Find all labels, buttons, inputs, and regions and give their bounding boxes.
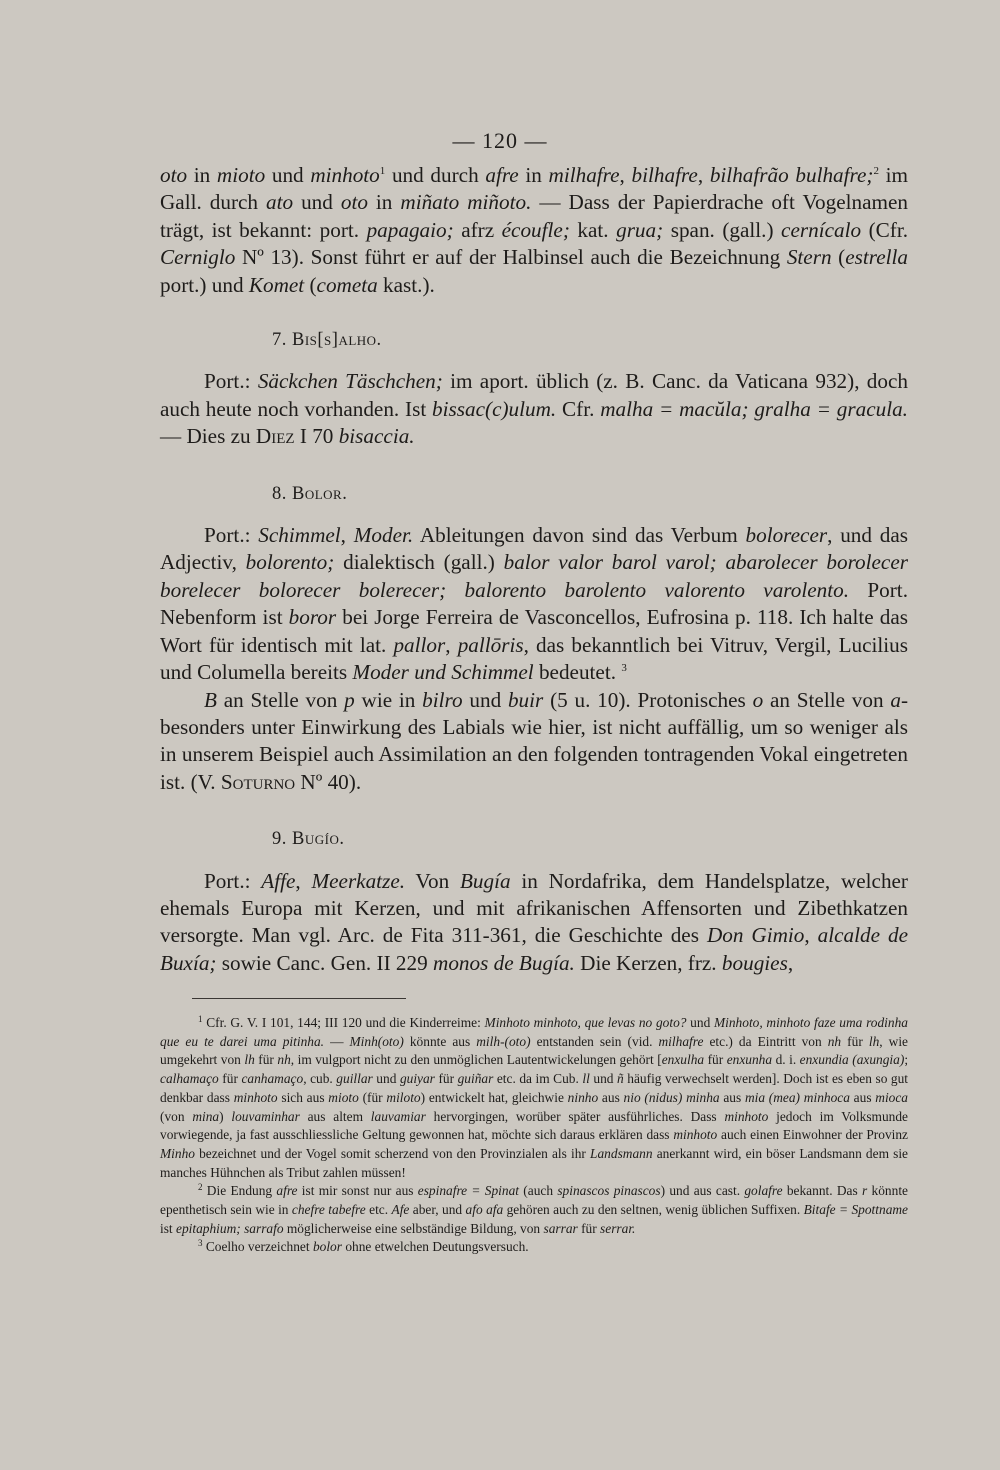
italic-term: papagaio; [366,217,454,242]
entry-paragraph-bolor-2 [160,687,908,797]
italic-term: bolor [312,1239,342,1255]
text-run: dialektisch (gall.) [334,550,504,575]
text-run: und [686,1015,714,1030]
text-run: in [367,190,401,215]
text-run: im Gall. durch [160,163,908,215]
text-run: könnte epenthetisch sein wie in [160,1183,908,1218]
text-run: Cfr. [556,396,601,421]
text-run: , wie umgekehrt von [160,1033,908,1068]
italic-term: monos de Bugía. [433,950,575,975]
text-run: etc. da im Cub. [493,1071,583,1087]
text-run: port.) und [160,272,249,297]
text-run: (von [160,1108,193,1124]
text-run: I 70 [294,424,339,449]
italic-term: golafre [744,1183,783,1199]
text-run: (für [358,1089,387,1105]
text-run: gehören auch zu den seltnen, wenig üblichen Suffixen. [503,1202,804,1218]
text-run: aus [598,1089,624,1105]
text-run: Nº 13). Sonst führt er auf der Halbinsel auch die Bezeichnung [235,245,787,270]
italic-term: o [752,687,764,712]
italic-term: bilro [422,687,463,712]
text-run: aus [719,1089,745,1105]
text-run: entstanden sein (vid. [530,1033,659,1049]
text-run: für [577,1220,601,1236]
italic-term: Cerniglo [160,245,236,270]
text-run: sich aus [277,1089,329,1105]
italic-term: Bitafe = Spottname [803,1202,908,1218]
text-run: Port. Nebenform ist [160,577,908,630]
italic-term: oto [160,163,188,187]
text-run: hervorgingen, worüber später ausführliches. Dass [425,1108,725,1124]
text-run: , [787,950,794,975]
italic-term: sarrar [543,1220,578,1236]
italic-term: chefre tabefre [291,1202,366,1218]
text-run: , cub. [303,1071,337,1087]
text-run: (5 u. 10). Protonisches [543,687,753,712]
italic-term: pallōris [457,632,524,657]
text-run: 9. [272,829,292,850]
text-run: im aport. üblich (z. B. Canc. da Vaticana 932), doch auch heute noch vorhanden. Ist [160,369,908,421]
text-run: und [293,190,341,215]
text-run: 7. [272,330,292,351]
italic-term: bilhafre [631,163,698,187]
italic-term: guiñar [457,1071,494,1087]
italic-term: Minhoto minhoto, que levas no goto? [484,1015,687,1030]
text-run: ( [831,245,846,270]
italic-term: miñato miñoto. [400,190,532,215]
italic-term: minhoto [724,1108,769,1124]
text-run: für [254,1052,278,1068]
italic-term: cernícalo [781,217,862,242]
footnote-marker: 3 [198,1238,203,1249]
text-run: , [804,923,818,948]
footnote-marker: 1 [379,165,386,177]
small-caps-term: Bis[s]alho. [292,330,382,351]
italic-term: milhafre [548,163,620,187]
italic-term: guiyar [399,1071,435,1087]
text-run: Die Endung [202,1183,277,1199]
italic-term: bolorento; [245,550,335,575]
italic-term: milh-(oto) [476,1033,531,1049]
italic-term: malha = macŭla; gralha = gracula. [600,396,908,421]
text-run: , [295,868,312,893]
text-run: und [265,163,311,187]
italic-term: nh [277,1052,291,1068]
italic-term: guillar [336,1071,373,1087]
italic-term: p [344,687,355,712]
text-run: könnte aus [403,1033,477,1049]
italic-term: cometa [316,272,378,297]
footnote-marker: 1 [198,1014,203,1024]
italic-term: afo afa [465,1202,504,1218]
italic-term: canhamaço [241,1071,304,1087]
text-run: bei Jorge Ferreira de Vasconcellos, Eufrosina p. 118. Ich halte das Wort für identisch mit lat. [160,605,908,657]
footnote-marker: 2 [198,1182,203,1193]
italic-term: lh [244,1052,255,1068]
italic-term: boror [288,605,337,630]
italic-term: nh [827,1033,842,1049]
text-run: für [218,1071,242,1087]
italic-term: balor valor barol varol; abarolecer borolecer borelecer bolorecer bolerecer; balorento barolento valorento varolento. [160,550,908,602]
text-run: ) und aus cast. [660,1183,745,1199]
italic-term: ninho [567,1089,599,1105]
text-run: bekannt. Das [782,1183,863,1199]
italic-term: afre [276,1183,298,1199]
italic-term: Minhoto, minhoto faze uma rodinha que eu te darei uma pitinha. [160,1015,908,1049]
footnote-marker: 3 [621,662,627,675]
text-run: Ableitungen davon sind das Verbum [413,523,746,548]
italic-term: oto [340,190,368,215]
text-run: bezeichnet und der Vogel somit scherzend von den Provinzialen als ihr [194,1145,591,1161]
italic-term: alcalde de Buxía; [160,923,908,975]
italic-term: écoufle; [501,217,570,242]
text-run: aber, und [409,1202,466,1218]
italic-term: espinafre = Spinat [417,1183,519,1199]
text-run: Port.: [204,523,259,548]
text-run: — [324,1033,350,1049]
text-run: sowie Canc. Gen. II 229 [216,950,434,975]
text-run: ; [904,1052,909,1068]
italic-term: a [890,687,901,712]
small-caps-term: Bolor. [292,483,348,504]
text-run: für [841,1033,869,1049]
italic-term: Don Gimio [706,923,805,948]
text-run: in Nordafrika, dem Handelsplatze, welcher ehemals Europa mit Kerzen, und mit afrikanischen Affensorten und Zibethkatzen versorgte. Man vgl. Arc. de Fita 311-361, die Geschichte des [160,868,908,948]
text-run: ) [219,1108,232,1124]
italic-term: sarrafo [244,1220,284,1236]
small-caps-term: Bugío. [292,829,345,850]
italic-term: ñ [617,1071,624,1087]
text-run: wie in [354,687,423,712]
text-run: Nº 40). [295,769,362,794]
text-run: 8. [272,483,292,504]
intro-paragraph [160,162,908,299]
text-run: für [434,1071,458,1087]
italic-term: bissac(c)ulum. [432,396,557,421]
italic-term: enxunha [726,1052,773,1068]
text-run: jedoch im Volksmunde vorwiegende, ja fast ausschliessliche Geltung gewonnen hat, möchte sich daraus erklären dass [160,1108,909,1143]
text-run: afrz [453,217,502,242]
italic-term: spinascos pinascos [557,1183,661,1199]
text-run: — Dies zu [160,424,256,449]
small-caps-term: Soturno [220,769,296,794]
italic-term: enxundia (axungia) [799,1052,905,1068]
text-run: ist mir sonst nur aus [297,1183,418,1199]
text-run: span. (gall.) [663,217,782,242]
italic-term: mioca [875,1089,909,1105]
text-run: etc.) da Eintritt von [703,1033,828,1049]
text-run: - besonders unter Einwirkung des Labials wie hier, ist nicht auffällig, um so weniger als in unserem Beispiel auch Assimilation an den folgenden tontragenden Vokal eingetreten ist. (V. [160,687,909,794]
italic-term: minha [686,1089,720,1105]
italic-term: Landsmann [590,1145,653,1161]
italic-term: grua; [616,217,664,242]
text-run: auch einen Einwohner der Provinz [717,1127,908,1143]
text-run: anerkannt wird, ein böser Landsmann dem sie manches Hühnchen als Tribut zahlen müssen! [160,1145,909,1180]
text-run: Die Kerzen, frz. [574,950,722,975]
italic-term: bilhafrão bulhafre; [709,163,874,187]
footnote-divider [192,998,406,999]
text-run: in [187,163,217,187]
italic-term: bisaccia. [338,424,415,449]
entry-paragraph-bolor-1 [160,522,908,686]
italic-term: buir [507,687,544,712]
italic-term: Moder. [353,523,414,548]
italic-term: Afe [391,1202,410,1218]
italic-term: epitaphium; [176,1220,241,1236]
italic-term: Meerkatze. [311,868,406,893]
footnote-2 [160,1182,908,1238]
footnote-1 [160,1014,908,1182]
italic-term: miloto [386,1089,421,1105]
text-run: kast.). [377,272,435,297]
text-run: Port.: [204,369,258,394]
italic-term: mioto [216,163,266,187]
text-run: und [589,1071,618,1087]
italic-term: mia (mea) [744,1089,801,1105]
text-run: (Cfr. [861,217,909,242]
italic-term: calhamaço [160,1071,219,1087]
text-run: , und das Adjectiv, [160,523,908,575]
text-run: an Stelle von [763,687,891,712]
text-run: häufig verwechselt werden]. Doch ist es eben so gut denkbar dass [160,1071,909,1105]
italic-term: Komet [248,272,305,297]
entry-paragraph-bissalho [160,368,908,450]
italic-term: minhoto [310,163,380,187]
italic-term: Stern [786,245,832,270]
entry-heading-bolor [160,481,908,508]
text-run: etc. [365,1202,392,1218]
entry-paragraph-bugio [160,868,908,978]
footnote-marker: 2 [873,165,879,177]
italic-term: nio (nidus) [623,1089,683,1105]
text-run: und [462,687,508,712]
text-run: , [697,163,710,187]
text-run: kat. [569,217,617,242]
italic-term: louvaminhar [231,1108,300,1124]
text-run: (auch [518,1183,558,1199]
footnotes [160,1014,908,1257]
italic-term: lauvamiar [370,1108,426,1124]
italic-term: Moder und Schimmel [352,660,534,685]
footnote-3 [160,1238,908,1257]
text-run: ) entwickelt hat, gleichwie [420,1089,568,1105]
italic-term: milhafre [658,1033,704,1049]
text-run: aus [849,1089,876,1105]
italic-term: afre [485,163,519,187]
text-run: , [340,523,354,548]
italic-term: ato [266,190,294,215]
text-run: möglicherweise eine selbständige Bildung, von [283,1220,544,1236]
italic-term: B [204,687,217,712]
text-run: bedeutet. [533,660,622,685]
text-run: — Dass der Papierdrache oft Vogelnamen trägt, ist bekannt: port. [160,190,909,242]
italic-term: Schimmel [258,523,341,548]
text-run: in [518,163,549,187]
italic-term: mioto [328,1089,359,1105]
text-run: Cfr. G. V. I 101, 144; III 120 und die Kinderreime: [202,1015,485,1030]
text-run: ist [160,1220,176,1236]
text-run: , das bekanntlich bei Vitruv, Vergil, Lucilius und Columella bereits [160,632,909,685]
page-number: — 120 — [452,128,548,153]
text-run: an Stelle von [216,687,345,712]
text-run: Coelho verzeichnet [202,1239,313,1255]
italic-term: bougies [721,950,788,975]
text-run: für [704,1052,727,1068]
text-run: d. i. [772,1052,800,1068]
italic-term: pallor [393,632,446,657]
text-run: , [619,163,632,187]
italic-term: minhoto [233,1089,278,1105]
text-run: , im vulgport nicht zu den unmöglichen Lautentwickelungen gehört [ [290,1052,662,1068]
italic-term: Minh(oto) [349,1033,404,1049]
italic-term: estrella [845,245,908,270]
text-run: Port.: [204,868,262,893]
italic-term: ll [582,1071,590,1087]
italic-term: r [862,1183,868,1199]
text-run: , [445,632,458,657]
italic-term: lh [868,1033,880,1049]
italic-term: enxulha [661,1052,705,1068]
italic-term: Säckchen Täschchen; [257,369,443,394]
text-run: ohne etwelchen Deutungsversuch. [341,1239,529,1255]
text-run: ( [304,272,317,297]
text-run: und [372,1071,400,1087]
italic-term: bolorecer [745,523,828,548]
small-caps-term: Diez [255,424,295,449]
italic-term: Affe [261,868,296,893]
italic-term: minhoca [803,1089,850,1105]
italic-term: mina [192,1108,220,1124]
text-run: aus altem [299,1108,371,1124]
main-text [160,162,908,977]
entry-heading-bissalho [160,327,908,354]
italic-term: Minho [160,1145,195,1161]
text-run: und durch [385,163,486,187]
italic-term: Bugía [459,868,511,893]
italic-term: minhoto [673,1127,718,1143]
italic-term: serrar. [600,1220,636,1236]
text-run: Von [405,868,460,893]
entry-heading-bugio [160,826,908,853]
